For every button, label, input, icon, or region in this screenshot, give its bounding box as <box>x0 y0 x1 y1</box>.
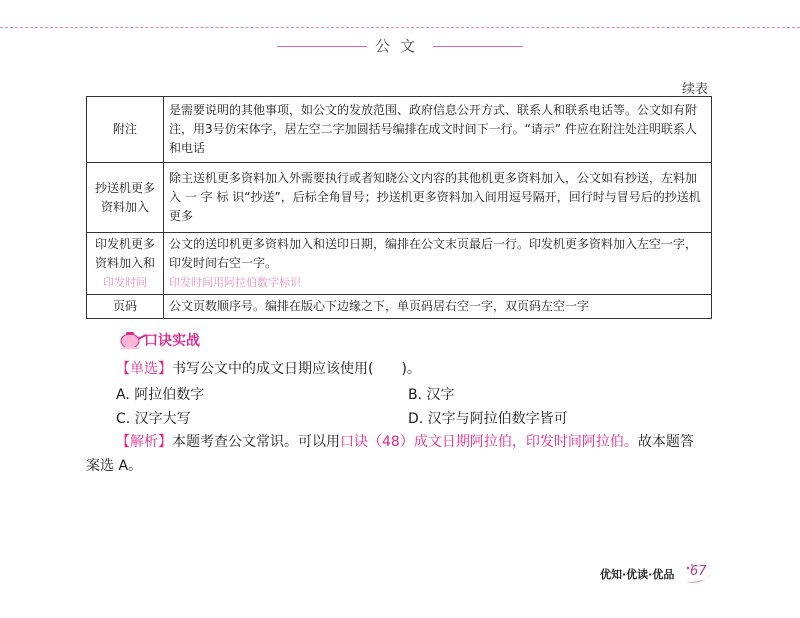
row-value: 是需要说明的其他事项，如公文的发放范围、政府信息公开方式、联系人和联系电话等。公文如有附注，用3号仿宋体字，居左空二字加圆括号编排在成文时间下一行。“请示” 件应在附注处注明联系人和电话 <box>164 97 712 163</box>
header-title: 公文 <box>374 37 425 55</box>
question-tag: 【单选】 <box>116 361 172 377</box>
top-dashed-rule <box>0 27 800 28</box>
section-title: 口诀实战 <box>144 333 200 349</box>
header-rule-right <box>433 46 523 47</box>
section-banner <box>118 328 238 350</box>
table-row <box>87 233 712 295</box>
row-key-text: 印发机更多资料加入和 <box>94 237 155 270</box>
analysis-line-2: 案选 A。 <box>86 458 143 474</box>
continued-label: 续表 <box>682 82 709 97</box>
option-b: B. 汉字 <box>408 387 455 403</box>
header-rule-left <box>277 46 367 47</box>
row-value-text: 公文的送印机更多资料加入和送印日期，编排在公文末页最后一行。印发机更多资料加入左空一字，印发时间右空一字。 <box>169 237 698 270</box>
row-value: 除主送机更多资料加入外需要执行或者知晓公文内容的其他机更多资料加入，公文如有抄送，左料加入 一 字 标 识“抄送”，后标全角冒号；抄送机更多资料加入间用逗号隔开，回行时与冒号后的抄送机更多 <box>164 163 712 233</box>
option-a: A. 阿拉伯数字 <box>116 387 205 403</box>
row-key-ghost: 印发时间 <box>103 276 147 289</box>
row-value: 公文页数顺序号。编排在版心下边缘之下，单页码居右空一字，双页码左空一字 <box>164 295 712 319</box>
analysis-post: 故本题答 <box>637 434 694 450</box>
format-table <box>86 96 712 319</box>
row-key <box>87 233 164 295</box>
page-number: 67 <box>690 564 707 579</box>
footer-brand: 优知·优读·优品 <box>600 568 675 581</box>
analysis-tag: 【解析】 <box>116 434 172 450</box>
analysis-mnemonic: 口诀（48）成文日期阿拉伯，印发时间阿拉伯。 <box>340 434 638 450</box>
row-key: 附注 <box>87 97 164 163</box>
table-row <box>87 97 712 163</box>
row-key: 抄送机更多资料加入 <box>87 163 164 233</box>
row-value <box>164 233 712 295</box>
running-header <box>0 35 800 59</box>
question-stem <box>116 359 421 379</box>
table-row <box>87 163 712 233</box>
option-d: D. 汉字与阿拉伯数字皆可 <box>408 411 568 427</box>
analysis-pre: 本题考查公文常识。可以用 <box>172 434 340 450</box>
table-row <box>87 295 712 319</box>
question-text: 书写公文中的成文日期应该使用( )。 <box>172 361 421 377</box>
option-c: C. 汉字大写 <box>116 411 191 427</box>
row-value-ghost: 印发时间用阿拉伯数字标识 <box>169 276 301 289</box>
analysis-line-1 <box>116 432 716 452</box>
row-key: 页码 <box>87 295 164 319</box>
